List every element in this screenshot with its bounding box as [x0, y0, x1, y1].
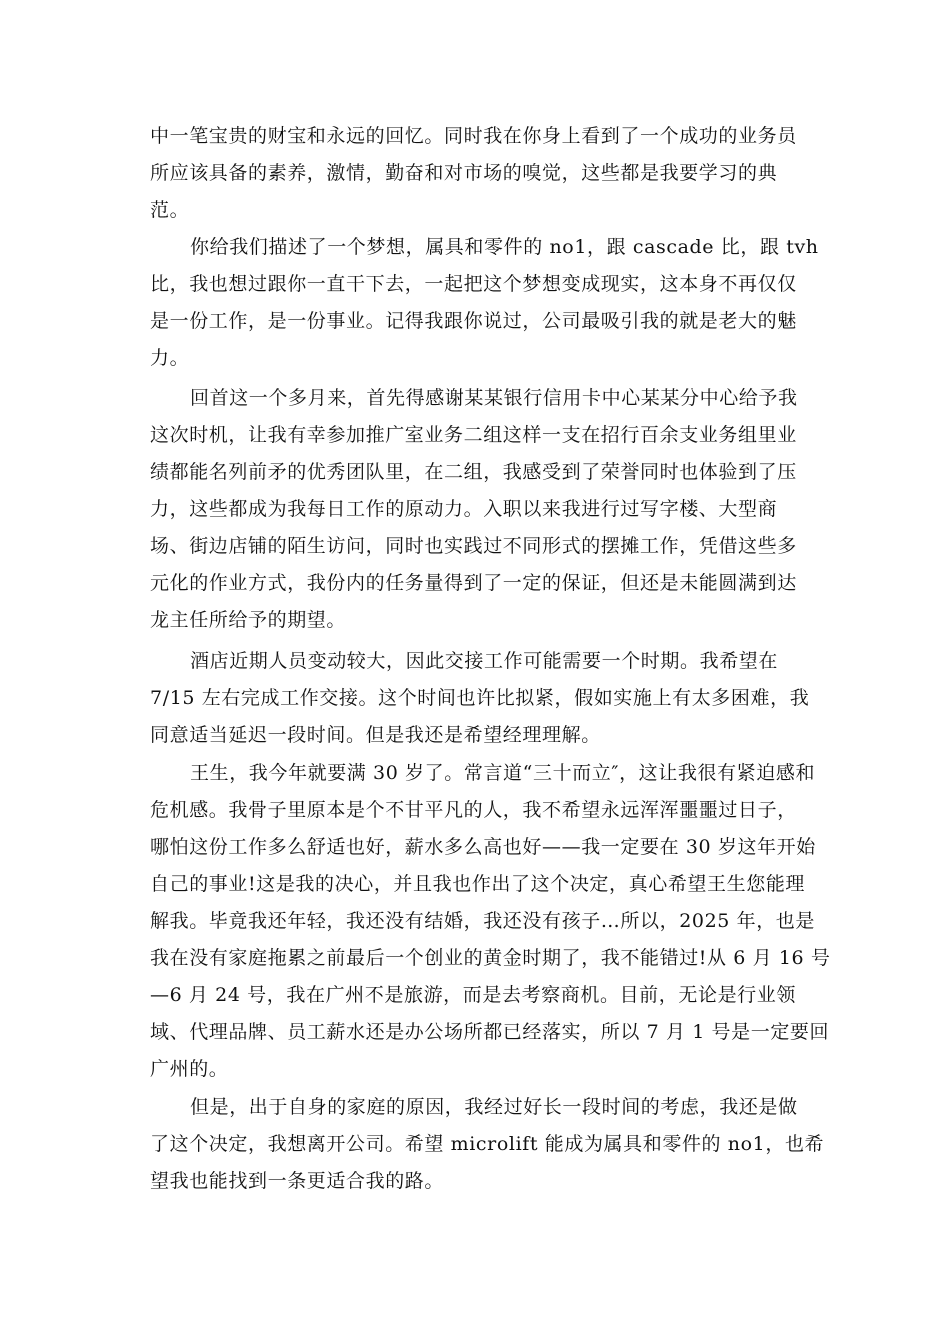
paragraph-3-line-2: 这次时机，让我有幸参加推广室业务二组这样一支在招行百余支业务组里业: [150, 424, 797, 446]
paragraph-3-line-4: 力，这些都成为我每日工作的原动力。入职以来我进行过写字楼、大型商: [150, 498, 778, 520]
paragraph-1-line-3: 范。: [150, 199, 190, 221]
paragraph-5-line-4: 自己的事业!这是我的决心，并且我也作出了这个决定，真心希望王生您能理: [150, 873, 806, 895]
paragraph-5-line-8: 域、代理品牌、员工薪水还是办公场所都已经落实，所以 7 月 1 号是一定要回: [150, 1021, 830, 1043]
paragraph-2-line-1: 你给我们描述了一个梦想，属具和零件的 no1，跟 cascade 比，跟 tvh: [190, 236, 819, 258]
paragraph-1-line-2: 所应该具备的素养，激情，勤奋和对市场的嗅觉，这些都是我要学习的典: [150, 162, 778, 184]
paragraph-6-line-2: 了这个决定，我想离开公司。希望 microlift 能成为属具和零件的 no1，也希: [150, 1133, 825, 1155]
paragraph-5-line-7: —6 月 24 号，我在广州不是旅游，而是去考察商机。目前，无论是行业领: [150, 984, 796, 1006]
paragraph-5-line-2: 危机感。我骨子里原本是个不甘平凡的人，我不希望永远浑浑噩噩过日子，: [150, 799, 797, 821]
paragraph-5-line-3: 哪怕这份工作多么舒适也好，薪水多么高也好——我一定要在 30 岁这年开始: [150, 836, 816, 858]
paragraph-3-line-7: 龙主任所给予的期望。: [150, 609, 347, 631]
paragraph-3-line-3: 绩都能名列前矛的优秀团队里，在二组，我感受到了荣誉同时也体验到了压: [150, 461, 797, 483]
paragraph-6-line-3: 望我也能找到一条更适合我的路。: [150, 1170, 445, 1192]
paragraph-5-line-5: 解我。毕竟我还年轻，我还没有结婚，我还没有孩子…所以，2025 年，也是: [150, 910, 815, 932]
paragraph-3-line-5: 场、街边店铺的陌生访问，同时也实践过不同形式的摆摊工作，凭借这些多: [150, 535, 797, 557]
paragraph-5-line-1: 王生，我今年就要满 30 岁了。常言道“三十而立″，这让我很有紧迫感和: [190, 762, 816, 784]
paragraph-5-line-9: 广州的。: [150, 1058, 229, 1080]
paragraph-4-line-3: 同意适当延迟一段时间。但是我还是希望经理理解。: [150, 724, 601, 746]
paragraph-3-line-1: 回首这一个多月来，首先得感谢某某银行信用卡中心某某分中心给予我: [190, 387, 798, 409]
paragraph-2-line-3: 是一份工作，是一份事业。记得我跟你说过，公司最吸引我的就是老大的魅: [150, 310, 797, 332]
paragraph-3-line-6: 元化的作业方式，我份内的任务量得到了一定的保证，但还是未能圆满到达: [150, 572, 797, 594]
paragraph-4-line-2: 7/15 左右完成工作交接。这个时间也许比拟紧，假如实施上有太多困难，我: [150, 687, 810, 709]
paragraph-6-line-1: 但是，出于自身的家庭的原因，我经过好长一段时间的考虑，我还是做: [190, 1096, 798, 1118]
paragraph-5-line-6: 我在没有家庭拖累之前最后一个创业的黄金时期了，我不能错过!从 6 月 16 号: [150, 947, 831, 969]
paragraph-1-line-1: 中一笔宝贵的财宝和永远的回忆。同时我在你身上看到了一个成功的业务员: [150, 125, 797, 147]
paragraph-4-line-1: 酒店近期人员变动较大，因此交接工作可能需要一个时期。我希望在: [190, 650, 779, 672]
paragraph-2-line-2: 比，我也想过跟你一直干下去，一起把这个梦想变成现实，这本身不再仅仅: [150, 273, 797, 295]
paragraph-2-line-4: 力。: [150, 347, 190, 369]
